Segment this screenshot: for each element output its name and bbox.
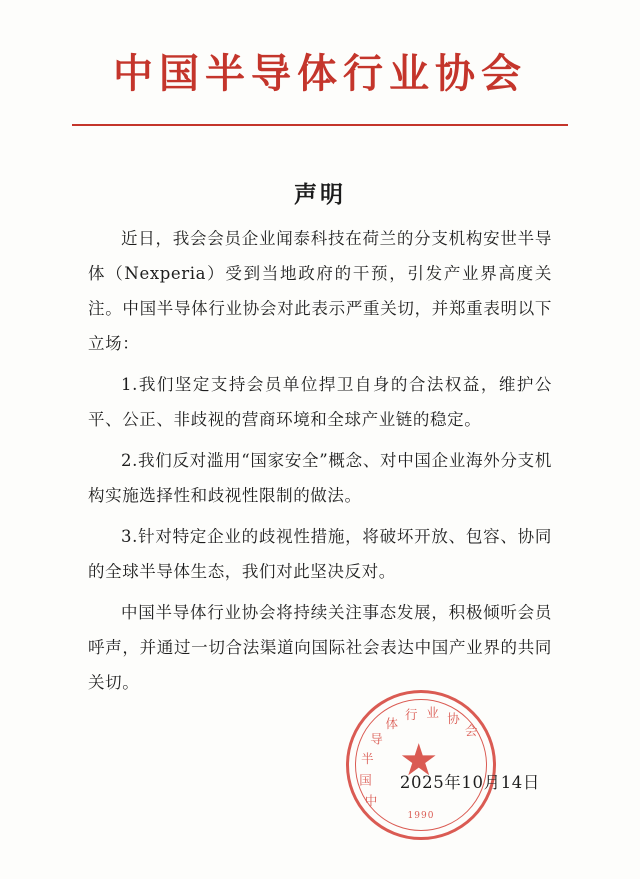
official-seal-icon xyxy=(346,690,496,840)
seal-arc-text: 中 国 半 导 体 行 业 协 会 xyxy=(359,705,478,809)
paragraph-3: 2.我们反对滥用“国家安全”概念、对中国企业海外分支机构实施选择性和歧视性限制的做法。 xyxy=(88,450,552,505)
paragraph-4: 3.针对特定企业的歧视性措施，将破坏开放、包容、协同的全球半导体生态，我们对此坚决反对。 xyxy=(88,526,552,581)
signature-area xyxy=(88,690,552,850)
paragraph-2: 1.我们坚定支持会员单位捍卫自身的合法权益，维护公平、公正、非歧视的营商环境和全球产业链的稳定。 xyxy=(88,374,552,429)
paragraph-1: 近日，我会会员企业闻泰科技在荷兰的分支机构安世半导体（Nexperia）受到当地政府的干预，引发产业界高度关注。中国半导体行业协会对此表示严重关切，并郑重表明以下立场： xyxy=(88,229,552,353)
organization-name: 中国半导体行业协会 xyxy=(113,50,527,97)
seal-bottom-text: 1990 xyxy=(407,811,435,821)
letterhead xyxy=(0,52,640,96)
document-date: 2025年10月14日 xyxy=(399,773,540,792)
document-body xyxy=(88,222,552,707)
letterhead-divider xyxy=(72,124,568,126)
paragraph-5: 中国半导体行业协会将持续关注事态发展，积极倾听会员呼声，并通过一切合法渠道向国际社会表达中国产业界的共同关切。 xyxy=(88,602,552,692)
seal-star-glyph: ★ xyxy=(399,735,439,786)
page-title: 声明 xyxy=(294,181,346,208)
